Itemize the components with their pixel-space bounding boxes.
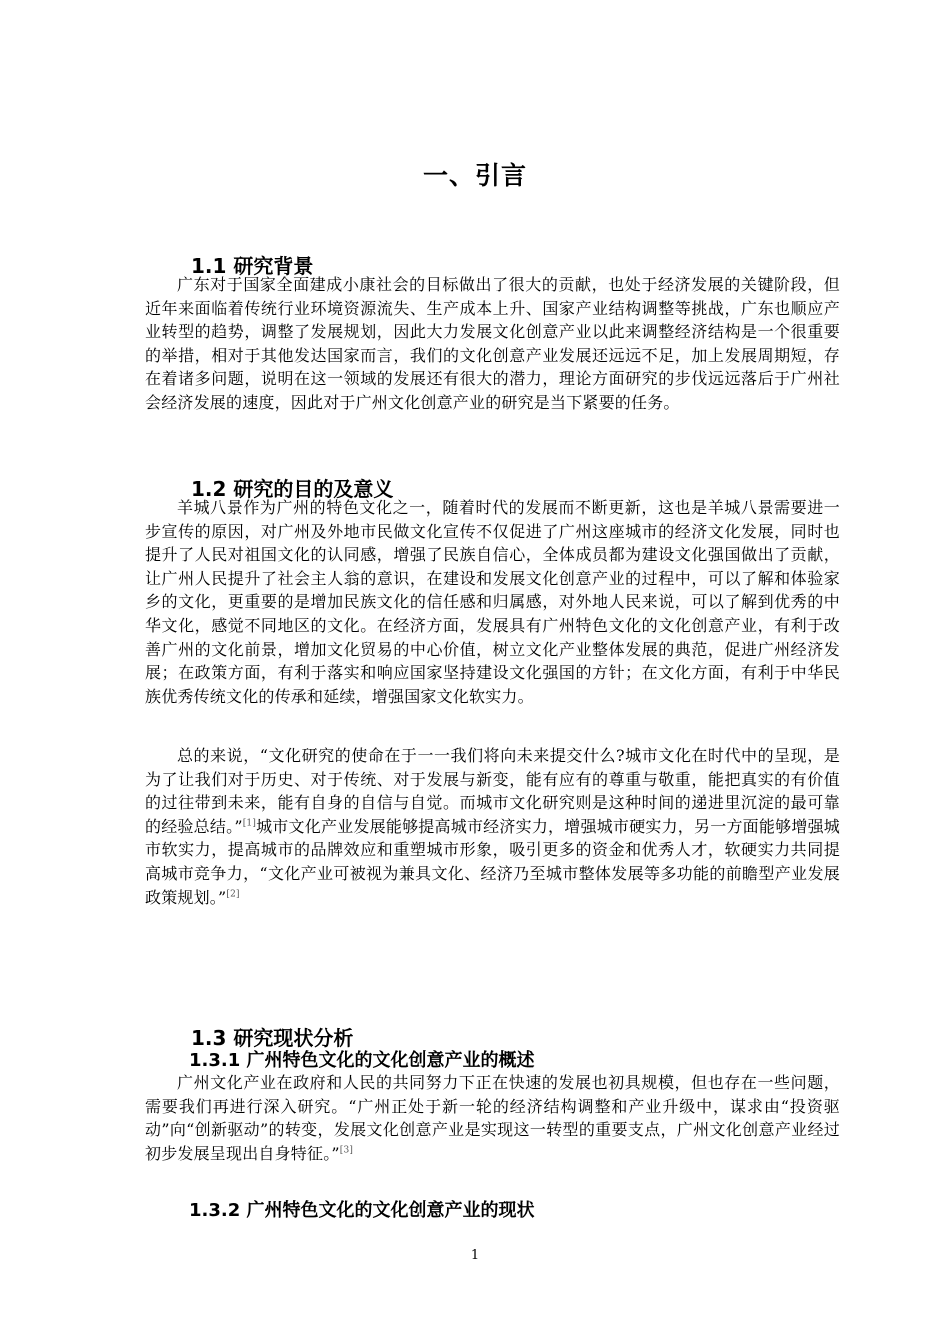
paragraph-summary [145, 744, 840, 909]
overview-text: 广州文化产业在政府和人民的共同努力下正在快速的发展也初具规模，但也存在一些问题，需要我们再进行深入研究。“广州正处于新一轮的经济结构调整和产业升级中，谋求由“投资驱动”向“创新驱动”的转变，发展文化创意产业是实现这一转型的重要支点，广州文化创意产业经过初步发展呈现出自身特征。” [145, 1073, 840, 1163]
section-heading-1-3: 1.3 研究现状分析 [191, 1026, 354, 1050]
page-number: 1 [470, 1248, 480, 1263]
summary-text-a: 总的来说，“文化研究的使命在于一一我们将向未来提交什么?城市文化在时代中的呈现，是为了让我们对于历史、对于传统、对于发展与新变，能有应有的尊重与敬重，能把真实的有价值的过往带到未来，能有自身的自信与自觉。而城市文化研究则是这种时间的递进里沉淀的最可靠的经验总结。” [145, 746, 840, 836]
citation-2: [2] [226, 889, 240, 900]
paragraph-overview [145, 1071, 840, 1165]
paragraph-background: 广东对于国家全面建成小康社会的目标做出了很大的贡献，也处于经济发展的关键阶段，但近年来面临着传统行业环境资源流失、生产成本上升、国家产业结构调整等挑战，广东也顺应产业转型的趋势，调整了发展规划，因此大力发展文化创意产业以此来调整经济结构是一个很重要的举措，相对于其他发达国家而言，我们的文化创意产业发展还远远不足，加上发展周期短，存在着诸多问题，说明在这一领域的发展还有很大的潜力，理论方面研究的步伐远远落后于广州社会经济发展的速度，因此对于广州文化创意产业的研究是当下紧要的任务。 [145, 275, 840, 412]
section-heading-1-1: 1.1 研究背景 [191, 254, 314, 278]
subsection-heading-1-3-1: 1.3.1 广州特色文化的文化创意产业的概述 [189, 1050, 535, 1071]
citation-1: [1] [242, 818, 257, 829]
citation-3: [3] [339, 1145, 354, 1156]
summary-text-b: 城市文化产业发展能够提高城市经济实力，增强城市硬实力，另一方面能够增强城市软实力，提高城市的品牌效应和重塑城市形象，吸引更多的资金和优秀人才，软硬实力共同提高城市竞争力，“文化产业可被视为兼具文化、经济乃至城市整体发展等多功能的前瞻型产业发展政策规划。” [145, 816, 840, 907]
chapter-title: 一、引言 [422, 161, 527, 190]
subsection-heading-1-3-2: 1.3.2 广州特色文化的文化创意产业的现状 [189, 1200, 535, 1221]
section-heading-1-2: 1.2 研究的目的及意义 [191, 477, 394, 501]
paragraph-purpose: 羊城八景作为广州的特色文化之一，随着时代的发展而不断更新，这也是羊城八景需要进一步宣传的原因，对广州及外地市民做文化宣传不仅促进了广州这座城市的经济文化发展，同时也提升了人民对祖国文化的认同感，增强了民族自信心，全体成员都为建设文化强国做出了贡献，让广州人民提升了社会主人翁的意识，在建设和发展文化创意产业的过程中，可以了解和体验家乡的文化，更重要的是增加民族文化的信任感和归属感，对外地人民来说，可以了解到优秀的中华文化，感觉不同地区的文化。在经济方面，发展具有广州特色文化的文化创意产业，有利于改善广州的文化前景，增加文化贸易的中心价值，树立文化产业整体发展的典范，促进广州经济发展；在政策方面，有利于落实和响应国家坚持建设文化强国的方针；在文化方面，有利于中华民族优秀传统文化的传承和延续，增强国家文化软实力。 [145, 498, 840, 706]
